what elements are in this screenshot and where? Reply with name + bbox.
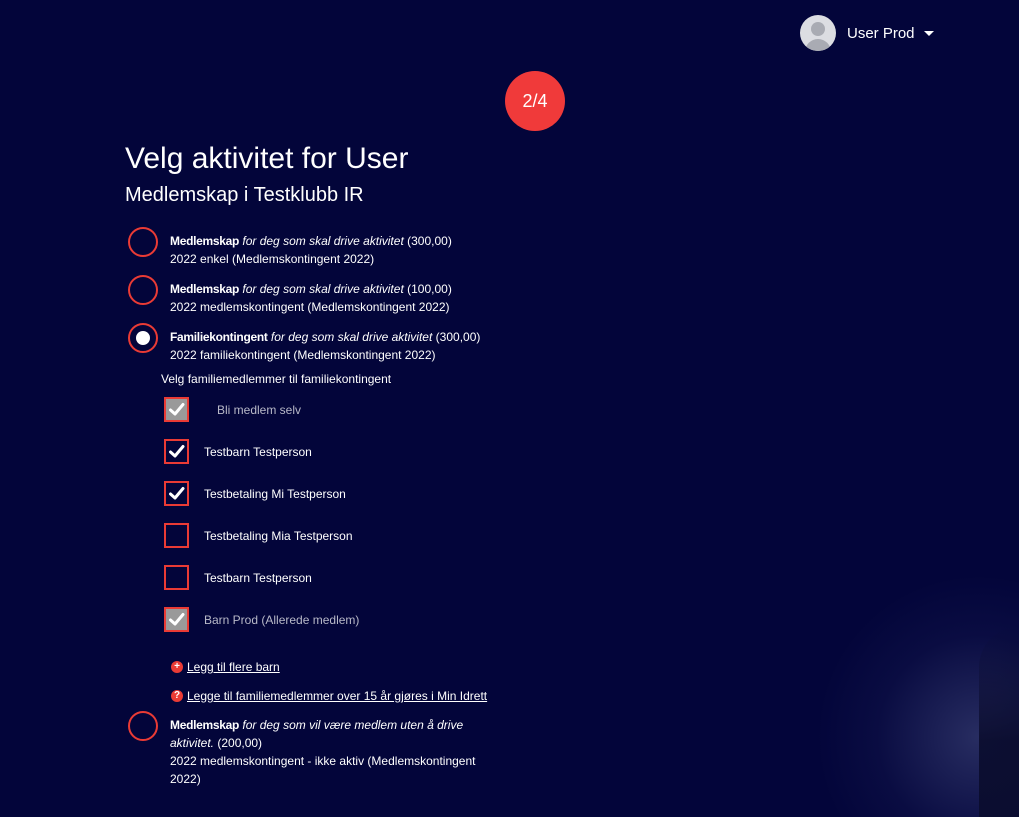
option-detail: 2022 medlemskontingent (Medlemskontingent 2022) <box>170 300 450 314</box>
user-avatar-icon <box>800 15 836 51</box>
step-label: 2/4 <box>522 90 548 111</box>
caret-down-icon <box>924 31 934 36</box>
checkbox-checked[interactable] <box>164 481 189 506</box>
option-text <box>170 716 505 788</box>
step-indicator <box>505 71 565 131</box>
family-member-name: Barn Prod (Allerede medlem) <box>204 612 360 627</box>
option-description: for deg som skal drive aktivitet <box>270 330 433 344</box>
background-figure <box>979 627 1019 817</box>
option-name: Familiekontingent <box>170 330 268 344</box>
radio-button[interactable] <box>128 275 158 305</box>
family-member-row[interactable] <box>164 397 301 422</box>
question-circle-icon: ? <box>171 690 183 702</box>
add-children-link-text[interactable]: Legg til flere barn <box>187 660 280 674</box>
check-icon <box>168 401 185 418</box>
family-member-name: Bli medlem selv <box>217 402 302 417</box>
check-icon <box>168 443 185 460</box>
family-member-name: Testbarn Testperson <box>204 444 312 459</box>
checkbox-unchecked[interactable] <box>164 523 189 548</box>
add-children-link[interactable] <box>171 660 280 674</box>
help-link-text[interactable]: Legge til familiemedlemmer over 15 år gjøres i Min Idrett <box>187 689 488 703</box>
page-subtitle: Medlemskap i Testklubb IR <box>125 184 364 206</box>
user-menu[interactable] <box>800 15 934 51</box>
plus-circle-icon: + <box>171 661 183 673</box>
checkbox-unchecked[interactable] <box>164 565 189 590</box>
check-icon <box>168 485 185 502</box>
option-price: (300,00) <box>407 234 452 248</box>
checkbox-checked-disabled <box>164 397 189 422</box>
checkbox-checked[interactable] <box>164 439 189 464</box>
option-name: Medlemskap <box>170 282 240 296</box>
radio-button-selected[interactable] <box>128 323 158 353</box>
option-detail: 2022 familiekontingent (Medlemskontingent 2022) <box>170 348 436 362</box>
family-member-row[interactable] <box>164 565 312 590</box>
family-member-row <box>164 607 359 632</box>
check-icon <box>168 611 185 628</box>
page-title: Velg aktivitet for User <box>125 142 409 175</box>
option-name: Medlemskap <box>170 234 240 248</box>
option-text <box>170 328 510 364</box>
family-member-name: Testbetaling Mi Testperson <box>204 486 346 501</box>
family-member-row[interactable] <box>164 439 312 464</box>
option-description: for deg som skal drive aktivitet <box>242 282 404 296</box>
family-members-label: Velg familiemedlemmer til familiekontingent <box>161 372 392 386</box>
family-member-row[interactable] <box>164 481 346 506</box>
option-name: Medlemskap <box>170 718 240 732</box>
radio-button[interactable] <box>128 711 158 741</box>
option-price: (300,00) <box>435 330 481 344</box>
user-name: User Prod <box>847 24 915 42</box>
family-member-row[interactable] <box>164 523 353 548</box>
option-detail: 2022 medlemskontingent - ikke aktiv (Medlemskontingent 2022) <box>170 754 476 786</box>
checkbox-checked-disabled <box>164 607 189 632</box>
family-member-name: Testbarn Testperson <box>204 570 312 585</box>
option-text <box>170 280 510 316</box>
option-price: (200,00) <box>217 736 263 750</box>
option-description: for deg som vil være medlem uten å drive aktivitet. <box>170 718 464 750</box>
option-text <box>170 232 510 268</box>
option-price: (100,00) <box>407 282 452 296</box>
radio-button[interactable] <box>128 227 158 257</box>
family-member-name: Testbetaling Mia Testperson <box>204 528 353 543</box>
option-description: for deg som skal drive aktivitet <box>242 234 404 248</box>
help-link[interactable] <box>171 689 487 703</box>
option-detail: 2022 enkel (Medlemskontingent 2022) <box>170 252 375 266</box>
